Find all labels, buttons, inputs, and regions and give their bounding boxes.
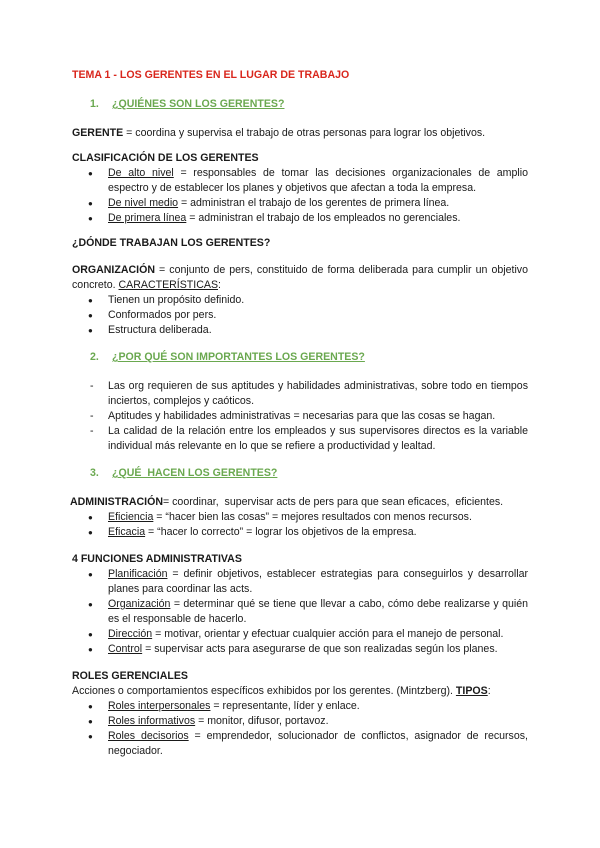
gerente-definition: GERENTE = coordina y supervisa el trabajo de otras personas para lograr los objetivos. (72, 127, 486, 139)
section-1-heading: 1. ¿QUIÉNES SON LOS GERENTES? (90, 98, 285, 110)
document-title: TEMA 1 - LOS GERENTES EN EL LUGAR DE TRABAJO (72, 69, 350, 81)
list-item: ● Control = supervisar acts para asegurarse de que son realizadas según los planes. (72, 642, 528, 657)
list-item: ● De primera línea = administran el trabajo de los empleados no gerenciales. (72, 211, 528, 226)
funciones-list (72, 567, 528, 657)
list-item: ● Dirección = motivar, orientar y efectuar cualquier acción para el manejo de personal. (72, 627, 528, 642)
section-2-heading: 2. ¿POR QUÉ SON IMPORTANTES LOS GERENTES? (90, 351, 365, 363)
list-item: ● Roles interpersonales = representante, líder y enlace. (72, 699, 528, 714)
caracteristicas-list (72, 293, 528, 338)
roles-heading: ROLES GERENCIALES (72, 670, 188, 682)
list-item: ● Roles informativos = monitor, difusor, portavoz. (72, 714, 528, 729)
list-item: ● Conformados por pers. (72, 308, 528, 323)
organizacion-definition: ORGANIZACIÓN = conjunto de pers, constituido de forma deliberada para cumplir un objetivo concreto. CARACTERÍSTICAS: (72, 264, 528, 291)
list-item: - Las org requieren de sus aptitudes y habilidades administrativas, sobre todo en tiempos inciertos, complejos y caóticos. (72, 379, 528, 409)
list-item: - Aptitudes y habilidades administrativas = necesarias para que las cosas se hagan. (72, 409, 528, 424)
list-item: ● De alto nivel = responsables de tomar las decisiones organizacionales de amplio espectro y de establecer los planes y objetivos que afectan a toda la empresa. (72, 166, 528, 196)
section-3-heading: 3. ¿QUÉ HACEN LOS GERENTES? (90, 467, 278, 479)
clasificacion-list (72, 166, 528, 226)
roles-intro: Acciones o comportamientos específicos exhibidos por los gerentes. (Mintzberg). TIPOS: (72, 685, 491, 697)
list-item: ● Eficiencia = “hacer bien las cosas” = mejores resultados con menos recursos. (72, 510, 528, 525)
importancia-list (72, 379, 528, 454)
donde-heading: ¿DÓNDE TRABAJAN LOS GERENTES? (72, 237, 271, 249)
roles-list (72, 699, 528, 759)
list-item: ● Roles decisorios = emprendedor, solucionador de conflictos, asignador de recursos, negociador. (72, 729, 528, 759)
list-item: ● Estructura deliberada. (72, 323, 528, 338)
list-item: ● Tienen un propósito definido. (72, 293, 528, 308)
administracion-definition: ADMINISTRACIÓN= coordinar, supervisar acts de pers para que sean eficaces, eficientes. (70, 496, 504, 508)
list-item: - La calidad de la relación entre los empleados y sus supervisores directos es la variable individual más relevante en lo que se refiere a productividad y lealtad. (72, 424, 528, 454)
list-item: ● Eficacia = “hacer lo correcto” = lograr los objetivos de la empresa. (72, 525, 528, 540)
administracion-list (72, 510, 528, 540)
funciones-heading: 4 FUNCIONES ADMINISTRATIVAS (72, 553, 242, 565)
list-item: ● Organización = determinar qué se tiene que llevar a cabo, cómo debe realizarse y quién es el responsable de hacerlo. (72, 597, 528, 627)
list-item: ● Planificación = definir objetivos, establecer estrategias para conseguirlos y desarrollar planes para coordinar las acts. (72, 567, 528, 597)
clasificacion-heading: CLASIFICACIÓN DE LOS GERENTES (72, 152, 259, 164)
list-item: ● De nivel medio = administran el trabajo de los gerentes de primera línea. (72, 196, 528, 211)
document-page (72, 68, 528, 759)
